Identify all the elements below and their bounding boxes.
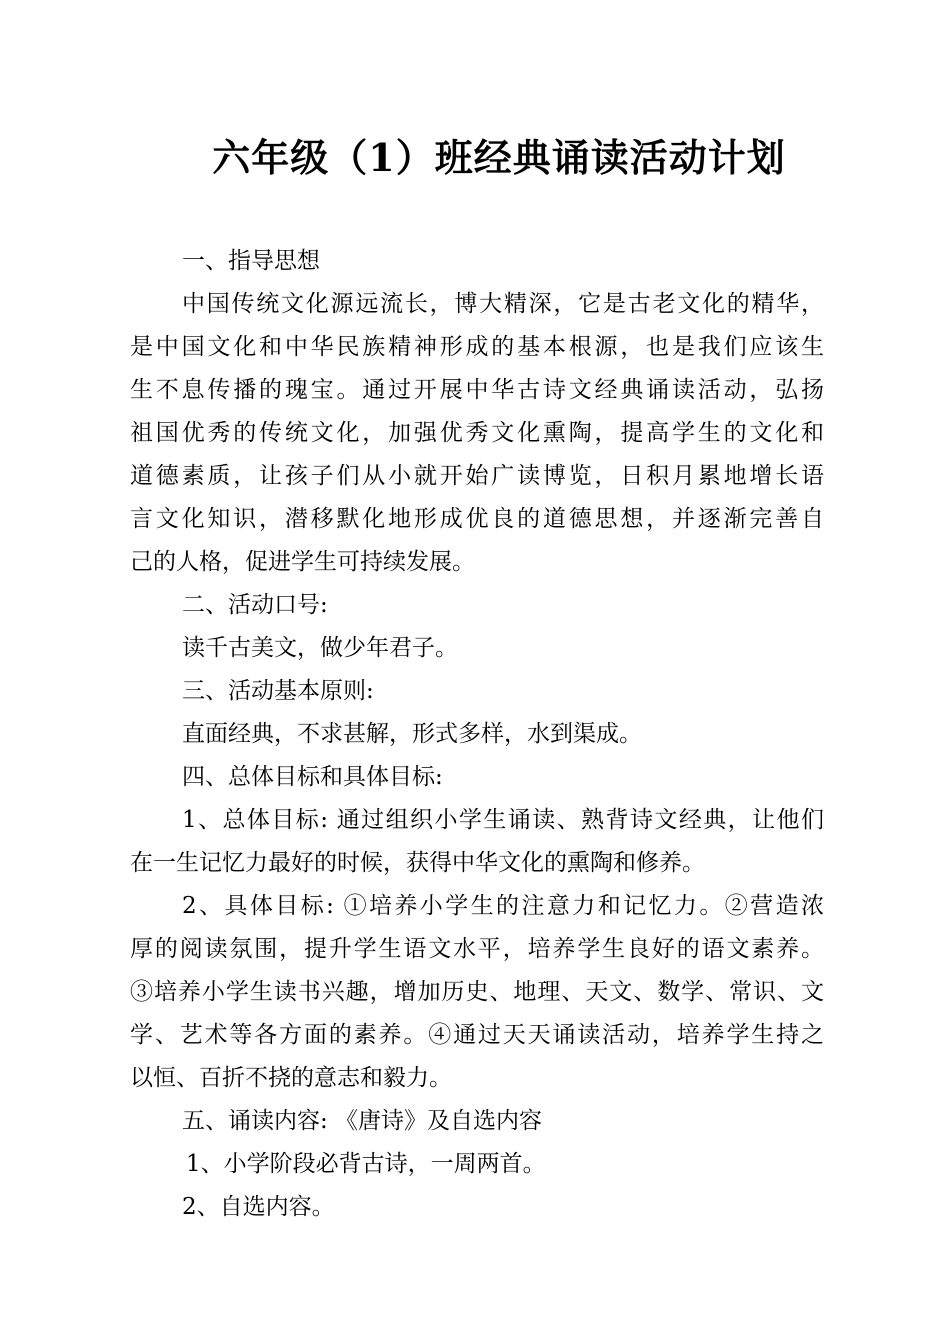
list-item: 1、小学阶段必背古诗，一周两首。	[186, 1151, 546, 1177]
paragraph-line: 言文化知识，潜移默化地形成优良的道德思想，并逐渐完善自	[130, 506, 824, 532]
paragraph-line: 1、总体目标: 通过组织小学生诵读、熟背诗文经典，让他们	[182, 807, 824, 833]
paragraph-line: 祖国优秀的传统文化，加强优秀文化熏陶，提高学生的文化和	[130, 420, 824, 446]
paragraph-line: 中国传统文化源远流长，博大精深，它是古老文化的精华，	[182, 291, 824, 317]
document-title: 六年级（1）班经典诵读活动计划	[212, 135, 786, 180]
list-item: 2、自选内容。	[182, 1194, 335, 1220]
paragraph-line: ③培养小学生读书兴趣，增加历史、地理、天文、数学、常识、文	[130, 979, 824, 1005]
paragraph-line: 道德素质，让孩子们从小就开始广读博览，日积月累地增长语	[130, 463, 824, 489]
paragraph-line: 是中国文化和中华民族精神形成的基本根源，也是我们应该生	[130, 334, 824, 360]
paragraph-line: 以恒、百折不挠的意志和毅力。	[130, 1065, 452, 1091]
section-heading-guiding-ideology: 一、指导思想	[182, 248, 320, 274]
slogan-text: 读千古美文，做少年君子。	[182, 635, 458, 661]
paragraph-line: 己的人格，促进学生可持续发展。	[130, 549, 475, 575]
section-heading-content: 五、诵读内容: 《唐诗》及自选内容	[182, 1108, 543, 1134]
principles-text: 直面经典，不求甚解，形式多样，水到渠成。	[182, 721, 642, 747]
paragraph-line: 2、具体目标: ①培养小学生的注意力和记忆力。②营造浓	[182, 893, 824, 919]
paragraph-line: 生不息传播的瑰宝。通过开展中华古诗文经典诵读活动，弘扬	[130, 377, 824, 403]
paragraph-line: 在一生记忆力最好的时候，获得中华文化的熏陶和修养。	[130, 850, 705, 876]
paragraph-line: 学、艺术等各方面的素养。④通过天天诵读活动，培养学生持之	[130, 1022, 824, 1048]
section-heading-slogan: 二、活动口号:	[182, 592, 328, 618]
paragraph-line: 厚的阅读氛围，提升学生语文水平，培养学生良好的语文素养。	[130, 936, 824, 962]
section-heading-goals: 四、总体目标和具体目标:	[182, 764, 443, 790]
document-body	[130, 240, 824, 1229]
section-heading-principles: 三、活动基本原则:	[182, 678, 374, 704]
